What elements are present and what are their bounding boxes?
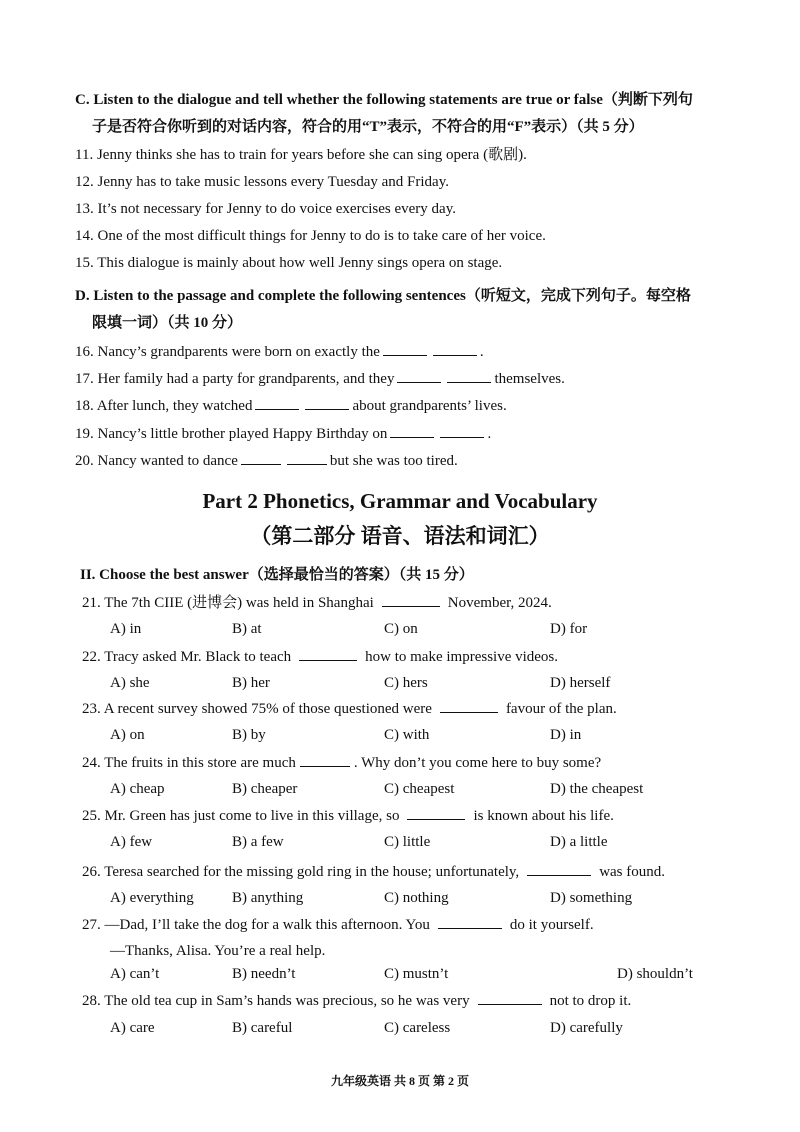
- list-item: [75, 172, 449, 192]
- option-a[interactable]: A) cheap: [110, 781, 165, 797]
- option-d[interactable]: D) herself: [550, 675, 611, 691]
- item-text: Nancy wanted to dance: [97, 453, 238, 469]
- option-a[interactable]: A) everything: [110, 890, 194, 906]
- option-a[interactable]: A) she: [110, 675, 150, 691]
- item-number: 13.: [75, 201, 94, 217]
- option-c[interactable]: C) nothing: [384, 890, 449, 906]
- question-number: 27.: [82, 917, 101, 933]
- item-number: 19.: [75, 426, 94, 442]
- item-text: .: [487, 426, 492, 442]
- list-item: [75, 145, 527, 165]
- option-c[interactable]: C) mustn’t: [384, 966, 449, 982]
- dialogue-reply: —Thanks, Alisa. You’re a real help.: [110, 943, 326, 959]
- answer-blank[interactable]: [241, 450, 281, 465]
- item-text: One of the most difficult things for Jenny to do is to take care of her voice.: [97, 228, 546, 244]
- answer-blank[interactable]: [433, 341, 477, 356]
- question-text: is known about his life.: [473, 808, 614, 824]
- list-item: [75, 226, 546, 246]
- option-c[interactable]: C) hers: [384, 675, 428, 691]
- question-stem: [82, 861, 665, 882]
- answer-blank[interactable]: [397, 368, 441, 383]
- option-a[interactable]: A) care: [110, 1020, 155, 1036]
- option-d[interactable]: D) the cheapest: [550, 781, 644, 797]
- question-stem: [82, 752, 601, 773]
- answer-blank[interactable]: [255, 395, 299, 410]
- item-text: Nancy’s little brother played Happy Birthday on: [97, 426, 388, 442]
- option-b[interactable]: B) by: [232, 727, 266, 743]
- question-stem: [82, 805, 614, 826]
- answer-blank[interactable]: [305, 395, 349, 410]
- option-b[interactable]: B) her: [232, 675, 270, 691]
- item-number: 11.: [75, 147, 94, 163]
- answer-blank[interactable]: [438, 914, 502, 929]
- option-a[interactable]: A) on: [110, 727, 145, 743]
- question-number: 24.: [82, 755, 101, 771]
- answer-blank[interactable]: [299, 646, 357, 661]
- option-b[interactable]: B) at: [232, 621, 262, 637]
- option-b[interactable]: B) careful: [232, 1020, 293, 1036]
- answer-blank[interactable]: [383, 341, 427, 356]
- option-a[interactable]: A) in: [110, 621, 142, 637]
- page-footer: 九年级英语 共 8 页 第 2 页: [330, 1074, 469, 1088]
- item-number: 18.: [75, 398, 94, 414]
- item-number: 14.: [75, 228, 94, 244]
- list-item: [75, 450, 458, 471]
- section-ii-heading: II. Choose the best answer（选择最恰当的答案）（共 15 分）: [80, 567, 474, 583]
- item-text: about grandparents’ lives.: [352, 398, 507, 414]
- question-text: A recent survey showed 75% of those questioned were: [103, 701, 432, 717]
- item-number: 12.: [75, 174, 94, 190]
- question-stem: [82, 990, 631, 1011]
- question-stem: [82, 646, 558, 667]
- item-text: Her family had a party for grandparents, and they: [97, 371, 395, 387]
- option-c[interactable]: C) with: [384, 727, 430, 743]
- list-item: [75, 199, 456, 219]
- item-number: 16.: [75, 344, 94, 360]
- list-item: [75, 423, 491, 444]
- item-number: 17.: [75, 371, 94, 387]
- question-stem: [82, 698, 617, 719]
- item-text: .: [479, 344, 484, 360]
- question-text: The old tea cup in Sam’s hands was precious, so he was very: [104, 993, 470, 1009]
- question-number: 25.: [82, 808, 101, 824]
- question-text: was found.: [599, 864, 666, 880]
- answer-blank[interactable]: [300, 752, 350, 767]
- option-d[interactable]: D) shouldn’t: [617, 966, 693, 982]
- question-text: Tracy asked Mr. Black to teach: [104, 649, 292, 665]
- option-b[interactable]: B) a few: [232, 834, 284, 850]
- item-text: Nancy’s grandparents were born on exactly the: [97, 344, 380, 360]
- option-c[interactable]: C) on: [384, 621, 418, 637]
- option-a[interactable]: A) can’t: [110, 966, 160, 982]
- option-d[interactable]: D) in: [550, 727, 582, 743]
- question-stem: [82, 592, 552, 613]
- answer-blank[interactable]: [478, 990, 542, 1005]
- question-text: favour of the plan.: [505, 701, 617, 717]
- answer-blank[interactable]: [440, 423, 484, 438]
- item-number: 15.: [75, 255, 94, 271]
- part-title-cn: （第二部分 语音、语法和词汇）: [250, 524, 550, 548]
- option-b[interactable]: B) needn’t: [232, 966, 296, 982]
- list-item: [75, 395, 507, 416]
- option-c[interactable]: C) cheapest: [384, 781, 455, 797]
- answer-blank[interactable]: [407, 805, 465, 820]
- section-c-heading-line2: 子是否符合你听到的对话内容，符合的用“T”表示，不符合的用“F”表示）（共 5 分）: [92, 119, 644, 135]
- item-number: 20.: [75, 453, 94, 469]
- question-text: The fruits in this store are much: [104, 755, 296, 771]
- list-item: [75, 253, 502, 273]
- option-c[interactable]: C) little: [384, 834, 431, 850]
- question-text: November, 2024.: [447, 595, 552, 611]
- question-text: Mr. Green has just come to live in this village, so: [104, 808, 400, 824]
- answer-blank[interactable]: [382, 592, 440, 607]
- question-number: 21.: [82, 595, 101, 611]
- question-stem: [82, 914, 594, 935]
- question-number: 23.: [82, 701, 101, 717]
- answer-blank[interactable]: [447, 368, 491, 383]
- item-text: After lunch, they watched: [96, 398, 253, 414]
- list-item: [75, 341, 484, 362]
- section-c-heading-line1: C. Listen to the dialogue and tell whether the following statements are true or false（判断下列句: [75, 92, 693, 108]
- option-d[interactable]: D) a little: [550, 834, 608, 850]
- item-text: Jenny has to take music lessons every Tuesday and Friday.: [97, 174, 449, 190]
- option-b[interactable]: B) cheaper: [232, 781, 298, 797]
- option-b[interactable]: B) anything: [232, 890, 304, 906]
- section-d-heading-line1: D. Listen to the passage and complete the following sentences（听短文，完成下列句子。每空格: [75, 288, 691, 304]
- question-number: 28.: [82, 993, 101, 1009]
- option-d[interactable]: D) something: [550, 890, 633, 906]
- option-d[interactable]: D) for: [550, 621, 588, 637]
- question-text: not to drop it.: [549, 993, 632, 1009]
- option-c[interactable]: C) careless: [384, 1020, 451, 1036]
- question-text: —Dad, I’ll take the dog for a walk this afternoon. You: [104, 917, 430, 933]
- item-text: It’s not necessary for Jenny to do voice exercises every day.: [97, 201, 456, 217]
- part-title-en: Part 2 Phonetics, Grammar and Vocabulary: [202, 489, 598, 513]
- question-text: Teresa searched for the missing gold ring in the house; unfortunately,: [104, 864, 520, 880]
- question-text: . Why don’t you come here to buy some?: [353, 755, 602, 771]
- question-text: do it yourself.: [509, 917, 594, 933]
- answer-blank[interactable]: [527, 861, 591, 876]
- question-text: how to make impressive videos.: [365, 649, 559, 665]
- question-number: 22.: [82, 649, 101, 665]
- answer-blank[interactable]: [287, 450, 327, 465]
- item-text: but she was too tired.: [329, 453, 458, 469]
- question-text: The 7th CIIE (进博会) was held in Shanghai: [104, 595, 374, 611]
- answer-blank[interactable]: [390, 423, 434, 438]
- section-d-heading-line2: 限填一词）（共 10 分）: [92, 315, 243, 331]
- item-text: Jenny thinks she has to train for years before she can sing opera (歌剧).: [96, 147, 527, 163]
- option-a[interactable]: A) few: [110, 834, 153, 850]
- list-item: [75, 368, 565, 389]
- answer-blank[interactable]: [440, 698, 498, 713]
- option-d[interactable]: D) carefully: [550, 1020, 623, 1036]
- item-text: themselves.: [494, 371, 565, 387]
- question-number: 26.: [82, 864, 101, 880]
- item-text: This dialogue is mainly about how well Jenny sings opera on stage.: [97, 255, 503, 271]
